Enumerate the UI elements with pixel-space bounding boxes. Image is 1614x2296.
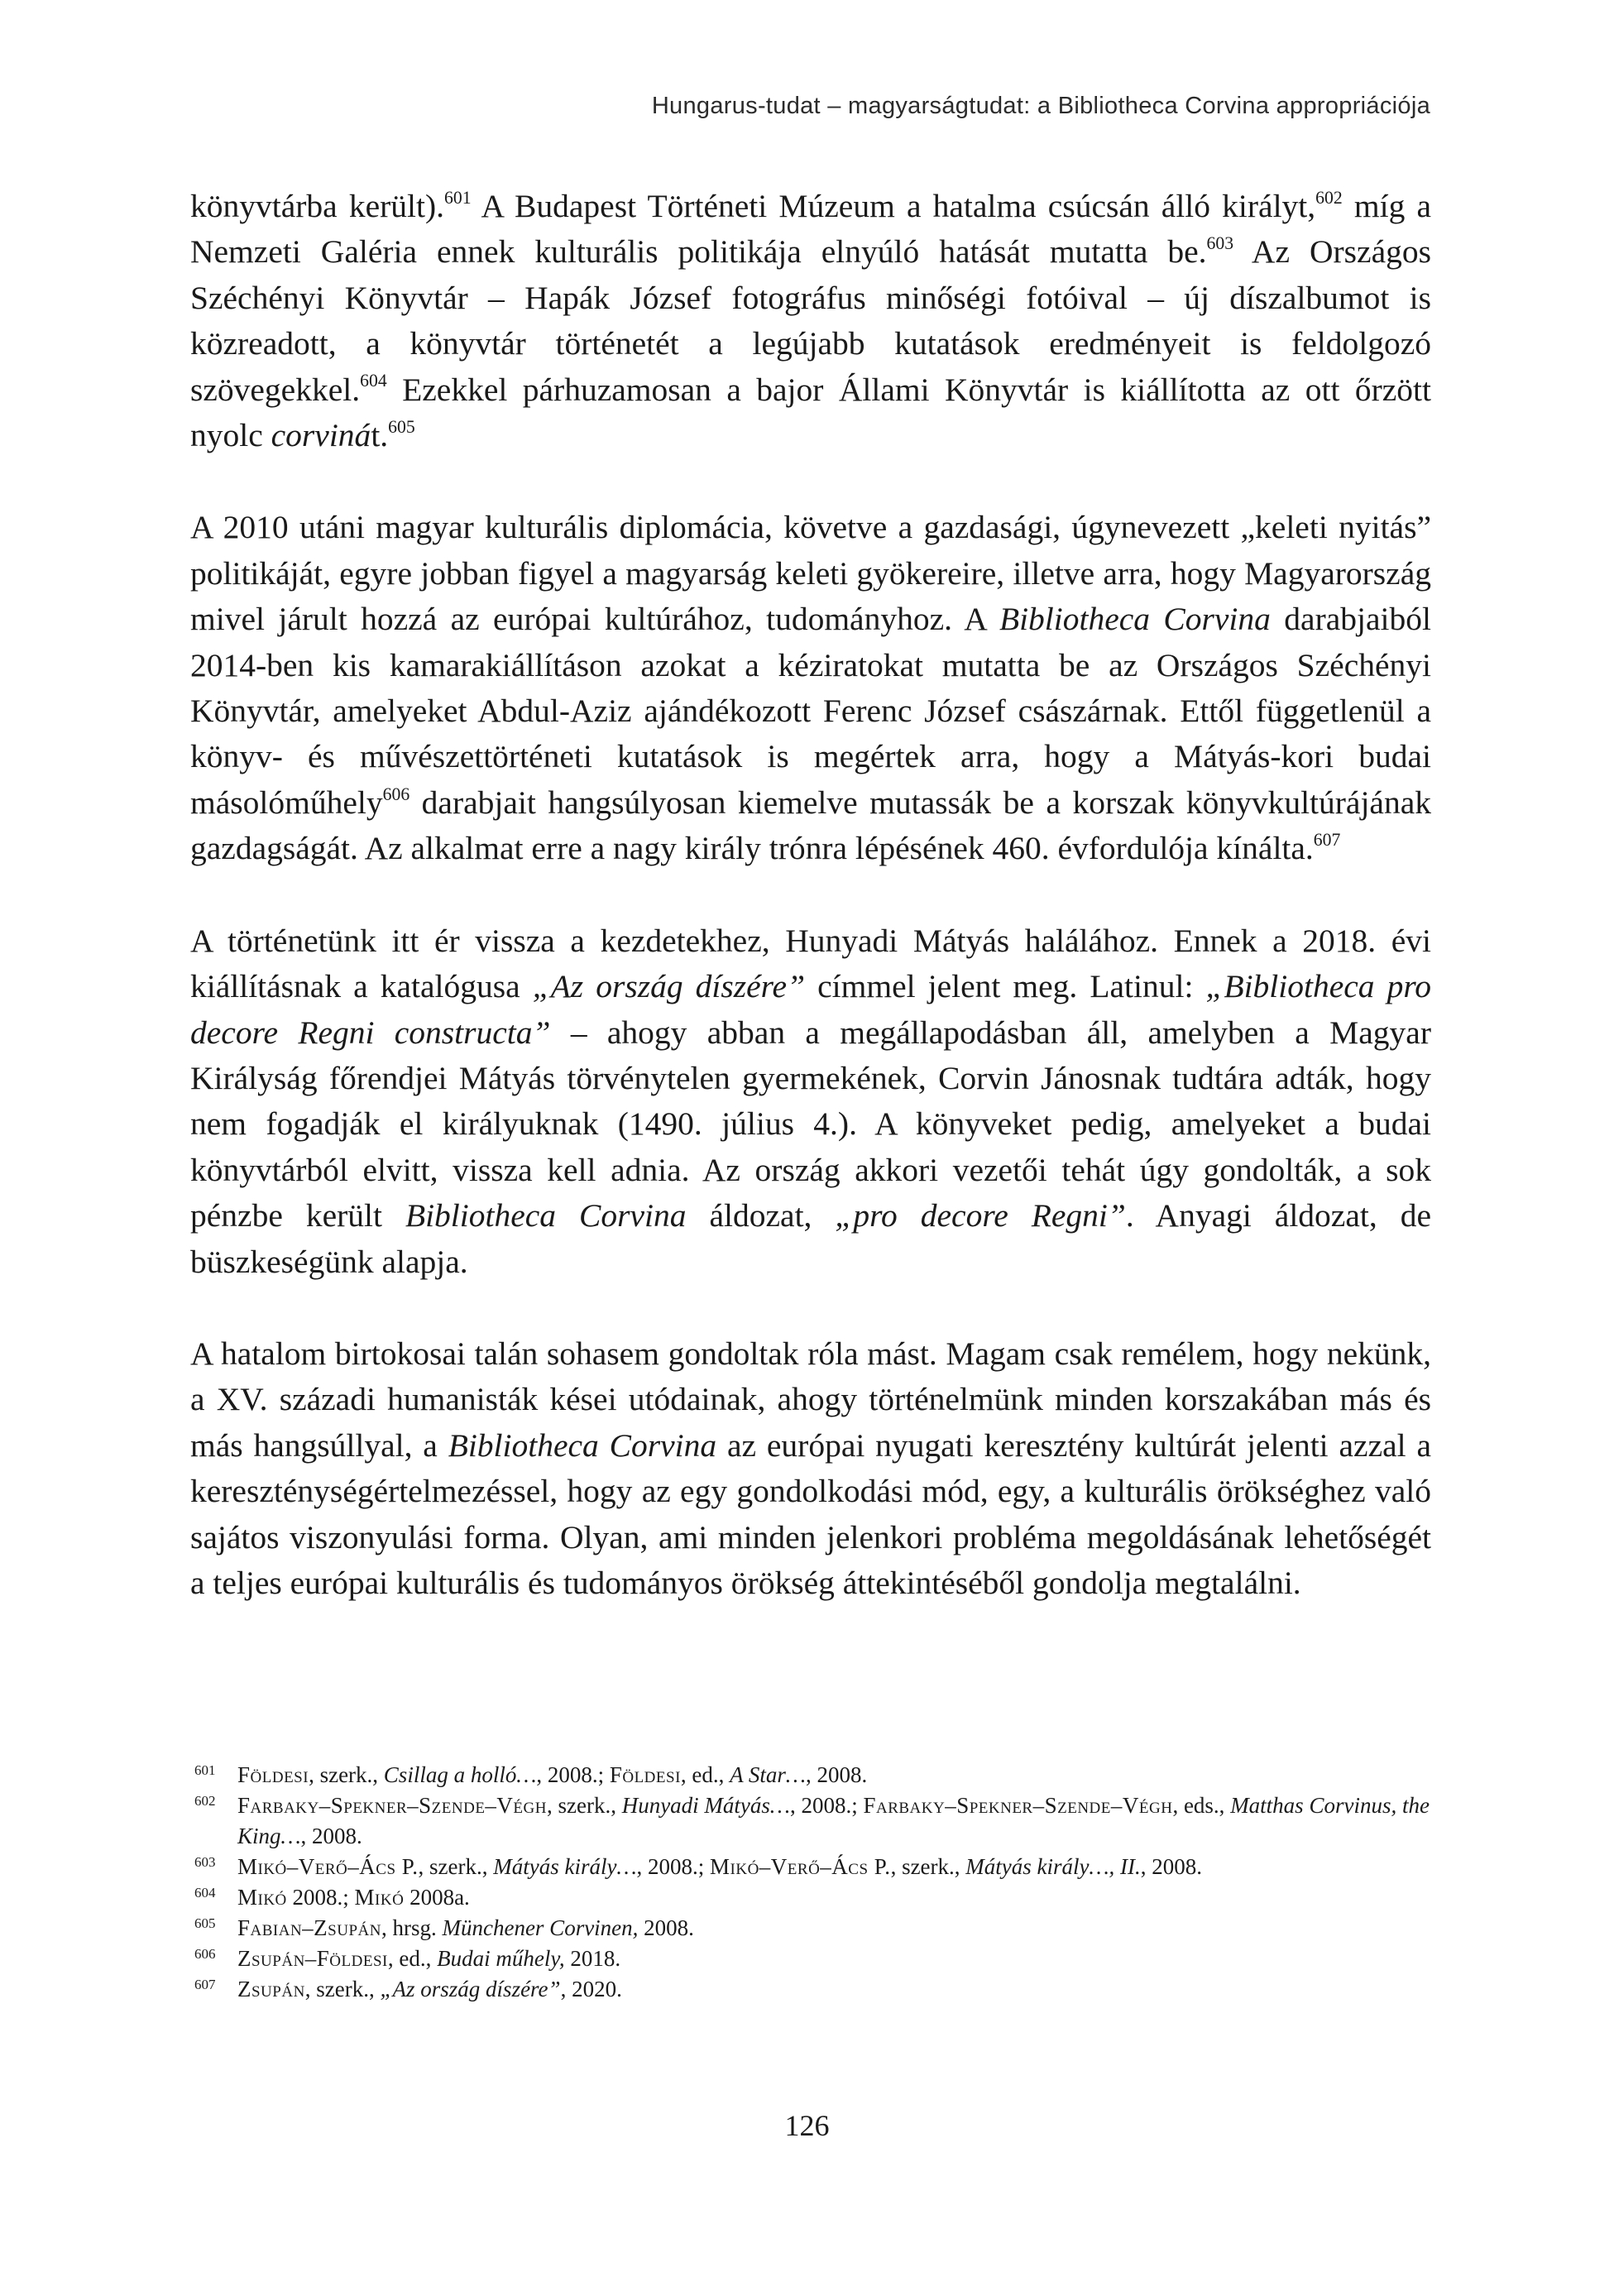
paragraph	[190, 184, 1431, 458]
text-run: az európai nyugati keresztény kultúrát jelenti azzal a kereszténységértelmezéssel, hogy az egy gondolkodási mód, egy, a kulturális örökséghez való sajátos viszonyulási forma. Olyan, ami minden jelenkori probléma megoldásának lehetőségét a teljes európai kulturális és tudományos örökség áttekintéséből gondolja megtalálni.	[190, 1426, 1431, 1601]
text-run: , hrsg.	[381, 1915, 443, 1940]
text-run: A történetünk itt ér vissza a kezdetekhez, Hunyadi Mátyás halálához. Ennek a 2018. évi kiállításnak a katalógusa	[190, 922, 1431, 1005]
paragraph	[190, 505, 1431, 871]
footnote	[194, 1790, 1431, 1852]
text-run: – ahogy abban a megállapodásban áll, amelyben a Magyar Királyság főrendjei Mátyás törvénytelen gyermekének, Corvin Jánosnak tudtára adták, hogy nem fogadják el királyuknak (1490. július 4.). A könyveket pedig, amelyeket a budai könyvtárból elvitt, vissza kell adnia. Az ország akkori vezetői tehát úgy gondolták, a sok pénzbe került	[190, 1014, 1431, 1234]
footnote-text	[237, 1793, 1430, 1848]
footnote-text	[237, 1854, 1202, 1879]
text-run: míg a Nemzeti Galéria ennek kulturális politikája elnyúló hatását mutatta be.	[190, 188, 1432, 271]
text-run: Ezekkel párhuzamosan a bajor Állami Könyvtár is kiállította az ott őrzött nyolc	[190, 371, 1431, 454]
italic-text: „Az ország díszére”	[380, 1977, 561, 2001]
text-run: 2008.	[638, 1915, 694, 1940]
footnote-ref: 602	[1315, 187, 1343, 208]
text-run: 2018.	[564, 1946, 621, 1971]
italic-text: Hunyadi Mátyás…	[621, 1793, 790, 1818]
italic-text: corviná	[271, 417, 371, 454]
text-run: darabjaiból 2014-ben kis kamarakiállításon azokat a kéziratokat mutatta be az Országos Széchényi Könyvtár, amelyeket Abdul-Aziz ajándékozott Ferenc József császárnak. Ettől függetlenül a könyv- és művészettörténeti kutatások is megértek arra, hogy a Mátyás-kori budai másolóműhely	[190, 601, 1431, 821]
italic-text: „pro decore Regni”	[835, 1197, 1126, 1234]
text-run: , 2008.;	[536, 1762, 610, 1787]
text-run: , szerk.,	[418, 1854, 494, 1879]
italic-text: A Star…	[730, 1762, 806, 1787]
footnote-ref: 606	[382, 784, 410, 804]
footnote-ref: 601	[444, 187, 472, 208]
text-run: Az Országos Széchényi Könyvtár – Hapák József fotográfus minőségi fotóival – új díszalbumot is közreadott, a könyvtár történetét a legújabb kutatások eredményeit is feldolgozó szövegekkel.	[190, 233, 1431, 408]
italic-text: Mátyás király…	[493, 1854, 637, 1879]
footnote-ref: 607	[1313, 829, 1341, 850]
footnote-text	[237, 1762, 867, 1787]
footnote-ref: 605	[388, 416, 415, 437]
text-run: , szerk.,	[546, 1793, 622, 1818]
text-run: , szerk.,	[304, 1977, 381, 2001]
footnote-text	[237, 1915, 694, 1940]
footnote-ref: 603	[1206, 233, 1234, 254]
text-run: , 2008.	[1140, 1854, 1202, 1879]
text-run: A Budapest Történeti Múzeum a hatalma csúcsán álló királyt,	[471, 188, 1316, 224]
author-name: Farbaky–Spekner–Szende–Végh	[237, 1793, 547, 1818]
italic-text: „Bibliotheca pro decore Regni constructa”	[190, 968, 1432, 1051]
italic-text: Bibliotheca Corvina	[448, 1426, 717, 1464]
text-run: , 2008.;	[636, 1854, 711, 1879]
text-run: A hatalom birtokosai talán sohasem gondoltak róla mást. Magam csak remélem, hogy nekünk, a XV. századi humanisták kései utódainak, ahogy történelmünk minden korszakában más és más hangsúllyal, a	[190, 1335, 1431, 1464]
footnote-ref: 604	[360, 371, 387, 391]
footnote	[194, 1882, 1431, 1913]
footnote-number: 606	[194, 1946, 216, 1962]
author-name: Mikó	[237, 1885, 287, 1910]
italic-text: Münchener Corvinen,	[442, 1915, 639, 1940]
text-run: , ed.,	[387, 1946, 438, 1971]
author-name: Földesi	[609, 1762, 681, 1787]
text-run: 2008a.	[404, 1885, 470, 1910]
text-run: , szerk.,	[890, 1854, 966, 1879]
footnote-number: 604	[194, 1885, 216, 1901]
text-run: 2008.;	[286, 1885, 355, 1910]
footnotes	[194, 1760, 1431, 2005]
text-run: könyvtárba került).	[190, 188, 445, 224]
italic-text: „Az ország díszére”	[532, 968, 806, 1005]
footnote	[194, 1913, 1431, 1944]
main-text	[190, 184, 1431, 1606]
page-number: 126	[784, 2109, 830, 2142]
author-name: Fabian–Zsupán	[237, 1915, 381, 1940]
author-name: Mikó–Verő–Ács P.	[237, 1854, 419, 1879]
text-run: , ed.,	[680, 1762, 730, 1787]
text-run: címmel jelent meg. Latinul:	[805, 968, 1206, 1005]
footnote-text	[237, 1885, 470, 1910]
text-run: , 2008.	[805, 1762, 868, 1787]
text-run: , 2008.;	[789, 1793, 864, 1818]
footnote	[194, 1974, 1431, 2005]
italic-text: Budai műhely,	[437, 1946, 565, 1971]
footnote-text	[237, 1977, 622, 2001]
text-run: , szerk.,	[309, 1762, 384, 1787]
text-run: , eds.,	[1172, 1793, 1231, 1818]
text-run: , 2020.	[560, 1977, 622, 2001]
italic-text: Mátyás király…, II.	[965, 1854, 1141, 1879]
author-name: Mikó	[354, 1885, 405, 1910]
text-run: darabjait hangsúlyosan kiemelve mutassák be a korszak könyvkultúrájának gazdagságát. Az alkalmat erre a nagy király trónra lépésének 460. évfordulója kínálta.	[190, 784, 1431, 867]
footnote-number: 607	[194, 1977, 216, 1992]
text-run: t.	[371, 417, 389, 454]
italic-text: Bibliotheca Corvina	[999, 601, 1271, 638]
footnote-number: 601	[194, 1762, 216, 1778]
footnote-number: 603	[194, 1854, 216, 1870]
text-run: A 2010 utáni magyar kulturális diplomácia, követve a gazdasági, úgynevezett „keleti nyitás” politikáját, egyre jobban figyel a magyarság keleti gyökereire, illetve arra, hogy Magyarország mivel járult hozzá az európai kultúrához, tudományhoz. A	[190, 509, 1431, 638]
footnote	[194, 1760, 1431, 1790]
footnote	[194, 1852, 1431, 1882]
paragraph	[190, 918, 1431, 1285]
text-run: , 2008.	[300, 1824, 362, 1848]
author-name: Zsupán–Földesi	[237, 1946, 388, 1971]
italic-text: Matthas Corvinus, the King…	[237, 1793, 1430, 1848]
paragraph	[190, 1331, 1431, 1606]
text-run: . Anyagi áldozat, de büszkeségünk alapja.	[190, 1197, 1431, 1280]
author-name: Farbaky–Spekner–Szende–Végh	[863, 1793, 1173, 1818]
footnote	[194, 1944, 1431, 1974]
author-name: Földesi	[237, 1762, 309, 1787]
footnote-number: 602	[194, 1793, 216, 1809]
author-name: Mikó–Verő–Ács P.	[710, 1854, 891, 1879]
footnote-number: 605	[194, 1915, 216, 1931]
author-name: Zsupán	[237, 1977, 305, 2001]
italic-text: Csillag a holló…	[383, 1762, 537, 1787]
italic-text: Bibliotheca Corvina	[405, 1197, 687, 1234]
text-run: áldozat,	[686, 1197, 836, 1234]
footnote-text	[237, 1946, 620, 1971]
running-head: Hungarus-tudat – magyarságtudat: a Bibliotheca Corvina appropriációja	[651, 93, 1430, 119]
